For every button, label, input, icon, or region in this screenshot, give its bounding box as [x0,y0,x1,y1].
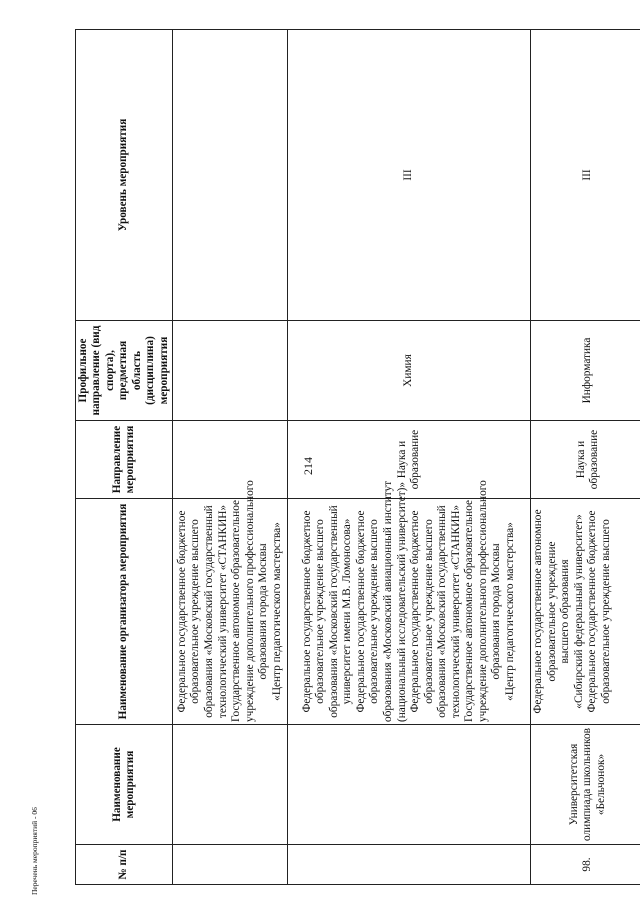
organizer-line: образования города Москвы [490,543,503,680]
cell-num [288,845,531,885]
events-table [75,29,640,885]
organizer-line: образовательное учреждение высшего [189,519,202,704]
organizer-line: высшего образования [559,559,572,664]
footer-note: Перечень мероприятий - 06 [30,807,39,895]
organizer-line: учреждение дополнительного профессионального [243,480,256,722]
organizer-line: образовательное учреждение высшего [368,519,381,704]
cell-organizer [531,499,640,725]
cell-profile: Химия [288,321,531,421]
table-row [173,30,288,885]
table-row [288,30,531,885]
organizer-line: образования «Московский государственный [327,505,340,718]
header-profile: Профильное направление (вид спорта), предметная область (дисциплина) мероприятия [76,321,173,421]
cell-level: III [531,30,640,321]
organizer-line: «Центр педагогического мастерства» [503,522,516,701]
organizer-line: «Сибирский федеральный университет» [572,514,585,709]
organizer-line: образовательное учреждение высшего [314,519,327,704]
cell-level: III [288,30,531,321]
organizer-line: образования «Московский авиационный институт [381,480,394,722]
organizer-line: университет имени М.В. Ломоносова» [341,518,354,705]
organizer-line: Федеральное государственное бюджетное [175,510,188,713]
cell-organizer [173,480,288,725]
cell-direction: Наука и образование [288,421,531,499]
header-level: Уровень мероприятия [76,30,173,321]
cell-name: Университетская олимпиада школьников «Бельчонок» [531,725,640,845]
table-header-row [76,30,173,885]
organizer-line: учреждение дополнительного профессионального [476,480,489,722]
organizer-line: Федеральное государственное бюджетное [354,510,367,713]
rotated-table-container [75,30,612,885]
cell-num: 98. [531,845,640,885]
organizer-line: Федеральное государственное бюджетное [409,510,422,713]
cell-direction: Наука и образование [531,421,640,499]
organizer-line: Федеральное государственное бюджетное [300,510,313,713]
organizer-line: Федеральное государственное автономное [532,509,545,714]
page-number: 214 [301,457,315,475]
organizer-line: образования «Московский государственный [202,505,215,718]
table-row [531,30,640,885]
organizer-line: (национальный исследовательский университет)» [395,481,408,722]
header-num: № п/п [76,845,173,885]
cell-organizer [288,480,531,725]
organizer-line: Государственное автономное образовательное [463,499,476,722]
cell-level [173,30,288,321]
organizer-line: образовательное учреждение высшего [599,519,612,704]
cell-profile [173,321,288,421]
cell-name [173,725,288,845]
organizer-line: образовательное учреждение [545,541,558,682]
cell-num [173,845,288,885]
cell-profile: Информатика [531,321,640,421]
organizer-line: Федеральное государственное бюджетное [586,510,599,713]
organizer-line: технологический университет «СТАНКИН» [449,504,462,719]
organizer-line: Государственное автономное образовательное [230,499,243,722]
organizer-line: образовательное учреждение высшего [422,519,435,704]
header-direction: Направление мероприятия [76,421,173,499]
organizer-line: образования города Москвы [257,543,270,680]
header-name: Наименование мероприятия [76,725,173,845]
organizer-line: «Центр педагогического мастерства» [270,522,283,701]
cell-direction [173,421,288,499]
header-organizer: Наименование организатора мероприятия [76,499,173,725]
organizer-line: образования «Московский государственный [436,505,449,718]
organizer-line: технологический университет «СТАНКИН» [216,504,229,719]
cell-name [288,725,531,845]
